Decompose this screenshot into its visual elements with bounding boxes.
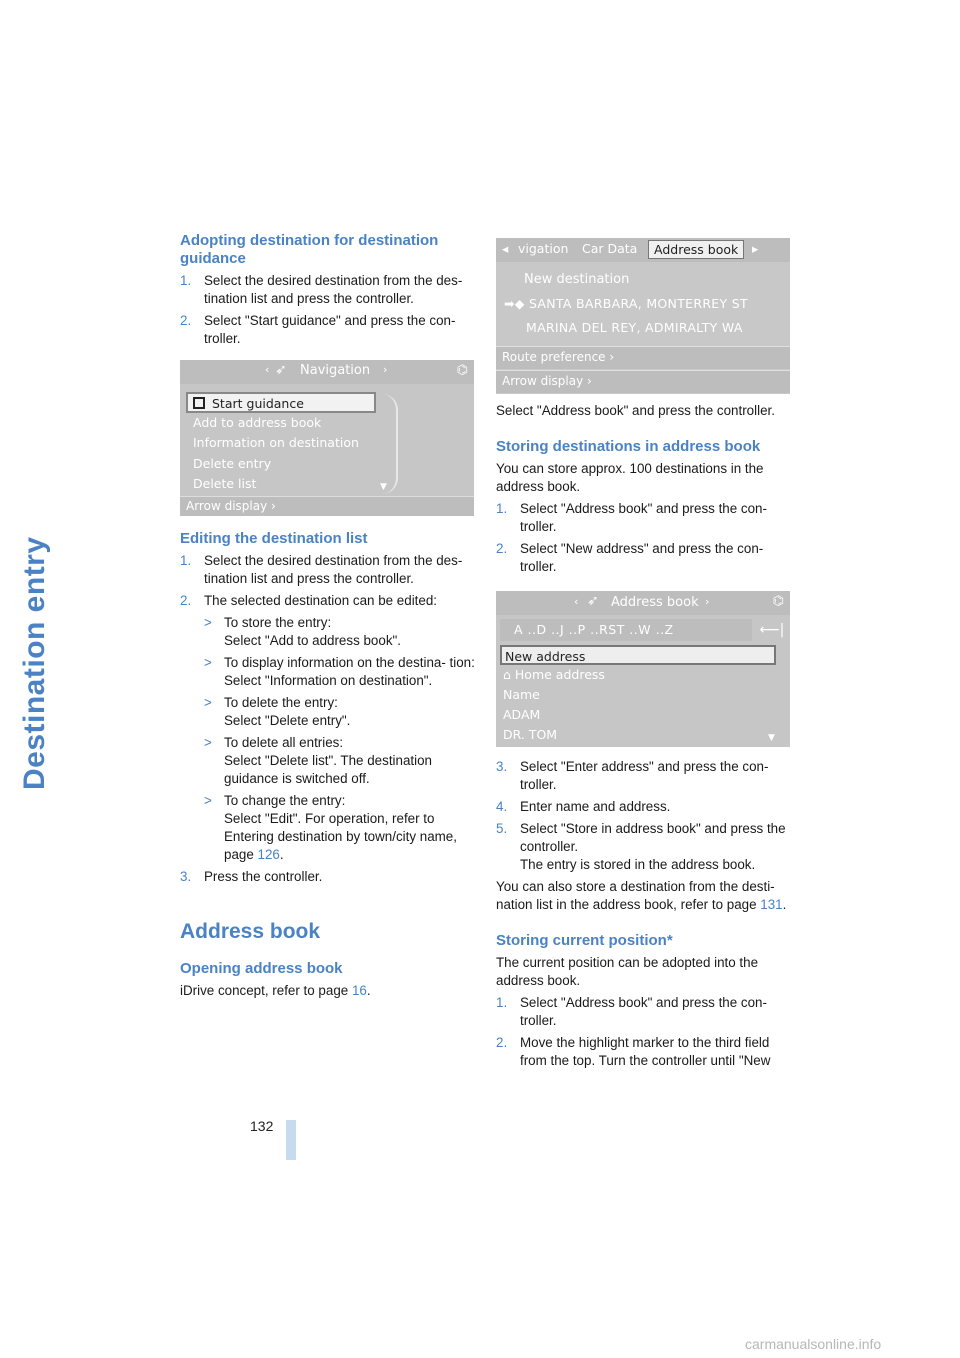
sub-item: > To store the entry: Select "Add to address book". <box>204 615 401 648</box>
step-item: 1. Select the desired destination from the des- tination list and press the controller. <box>180 273 463 306</box>
arrow-right-icon: › <box>705 595 710 608</box>
step-item: 2. The selected destination can be edited: <box>180 593 438 608</box>
navigation-tabs-screen <box>496 238 790 394</box>
screen-title: Address book <box>611 595 699 610</box>
tab-arrow-left-icon[interactable]: ◂ <box>502 241 509 256</box>
step-item: 2. Select "Start guidance" and press the con- troller. <box>180 313 456 346</box>
step-item: 3. Select "Enter address" and press the con- troller. <box>496 759 769 792</box>
menu-item-new-address[interactable]: New address <box>500 645 776 665</box>
heading-editing: Editing the destination list <box>180 530 368 547</box>
screen-footer[interactable]: Arrow display › <box>180 496 474 516</box>
page-marker-bar <box>286 1120 296 1160</box>
screen-title: Navigation <box>300 363 371 378</box>
tab-arrow-right-icon[interactable]: ▸ <box>752 241 759 256</box>
tab-address-book[interactable]: Address book <box>648 240 744 259</box>
tab-bar <box>496 238 790 262</box>
menu-item-add-to-address-book[interactable]: Add to address book <box>193 414 322 430</box>
page-link[interactable]: 131 <box>760 897 783 912</box>
tab-car-data[interactable]: Car Data <box>582 241 638 256</box>
back-icon[interactable]: ⟵| <box>759 622 785 638</box>
menu-item-delete-list[interactable]: Delete list <box>193 476 257 491</box>
destination-item[interactable]: MARINA DEL REY, ADMIRALTY WA <box>526 320 743 335</box>
scroll-down-icon: ▼ <box>768 733 775 743</box>
screen-title-bar <box>496 591 790 615</box>
screen-title-bar <box>180 360 474 384</box>
alphabet-selector[interactable]: A ..D ..J ..P ..RST ..W ..Z <box>500 619 752 641</box>
menu-item-name[interactable]: Name <box>503 687 540 702</box>
step-item: 4. Enter name and address. <box>496 799 671 814</box>
current-intro: The current position can be adopted into the address book. <box>496 955 759 988</box>
menu-item-home-address[interactable]: ⌂ Home address <box>503 667 605 682</box>
heading-adopting: Adopting destination for destination guidance <box>180 232 439 267</box>
storing-intro: You can store approx. 100 destinations in the address book. <box>496 461 764 494</box>
left-column <box>180 232 476 1004</box>
arrow-left-icon: ‹ <box>265 363 270 376</box>
step-item: 1. Select "Address book" and press the con- troller. <box>496 501 767 534</box>
controller-icon: ⌬ <box>772 594 784 609</box>
address-book-screen <box>496 591 790 747</box>
heading-opening: Opening address book <box>180 960 343 977</box>
navigation-icon: ➶ <box>275 362 287 378</box>
checkbox-icon <box>193 397 205 409</box>
opening-text: iDrive concept, refer to page 16. <box>180 983 371 998</box>
address-book-icon: ➶ <box>587 593 599 609</box>
page-link[interactable]: 16 <box>351 983 367 998</box>
menu-item-delete-entry[interactable]: Delete entry <box>193 455 272 471</box>
destination-item[interactable]: ➡◆ SANTA BARBARA, MONTERREY ST <box>504 296 748 311</box>
step-item: 2. Move the highlight marker to the third field from the top. Turn the controller until "New <box>496 1035 771 1068</box>
menu-item-start-guidance[interactable]: Start guidance <box>186 392 376 413</box>
arrow-left-icon: ‹ <box>574 595 579 608</box>
after-screen-text: Select "Address book" and press the controller. <box>496 403 775 418</box>
arrow-right-icon: › <box>383 363 388 376</box>
scroll-down-icon: ▼ <box>380 482 387 492</box>
heading-address-book: Address book <box>180 920 321 943</box>
scroll-arc <box>378 394 398 494</box>
sub-item: > To display information on the destina- tion: Select "Information on destination". <box>204 655 475 688</box>
chapter-side-title <box>14 230 54 790</box>
menu-item-adam[interactable]: ADAM <box>503 707 541 722</box>
menu-list <box>188 392 400 495</box>
step-item: 3. Press the controller. <box>180 869 323 884</box>
chapter-title-text: Destination entry <box>18 536 51 790</box>
sub-item: > To change the entry: Select "Edit". For operation, refer to Entering destination by town/city name, page 126. <box>204 793 457 862</box>
step-item: 5. Select "Store in address book" and press the controller. The entry is stored in the address book. <box>496 821 786 872</box>
new-destination-item[interactable]: New destination <box>524 272 630 287</box>
page-number: 132 <box>250 1118 274 1134</box>
navigation-menu-screen <box>180 360 474 516</box>
sub-item: > To delete all entries: Select "Delete list". The destination guidance is switched off. <box>204 735 432 786</box>
watermark: carmanualsonline.info <box>745 1336 882 1352</box>
menu-item-information[interactable]: Information on destination <box>193 435 359 450</box>
tab-navigation[interactable]: vigation <box>518 241 569 256</box>
heading-storing: Storing destinations in address book <box>496 438 761 455</box>
step-item: 2. Select "New address" and press the con- troller. <box>496 541 764 574</box>
controller-icon: ⌬ <box>456 363 468 378</box>
page-link[interactable]: 126 <box>257 847 280 862</box>
step-item: 1. Select "Address book" and press the con- troller. <box>496 995 767 1028</box>
step-item: 1. Select the desired destination from the des- tination list and press the controller. <box>180 553 463 586</box>
route-preference-item[interactable]: Route preference › <box>496 346 790 369</box>
also-text: You can also store a destination from the desti- nation list in the address book, refer to page 131. <box>496 879 787 912</box>
arrow-display-item[interactable]: Arrow display › <box>496 370 790 393</box>
menu-item-dr-tom[interactable]: DR. TOM <box>503 727 558 742</box>
sub-item: > To delete the entry: Select "Delete entry". <box>204 695 351 728</box>
heading-current-position: Storing current position* <box>496 932 673 949</box>
